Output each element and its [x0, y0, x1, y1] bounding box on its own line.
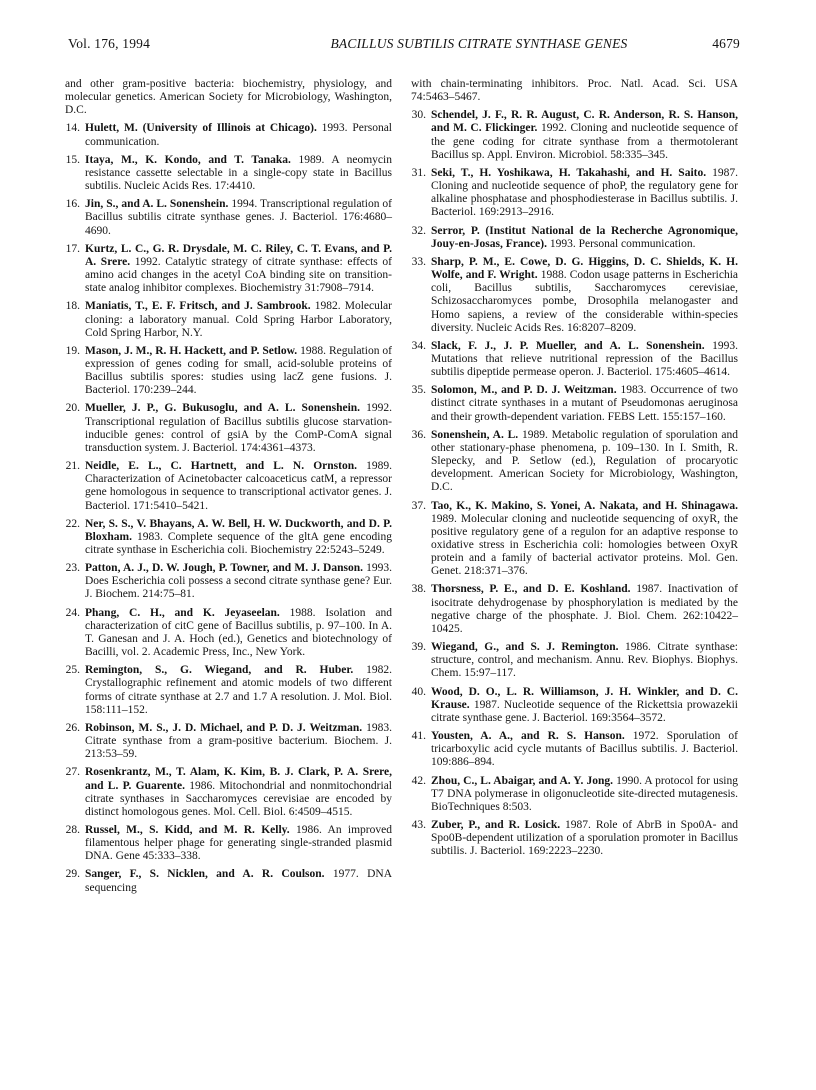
reference-details: 1986. Mitochondrial and nonmitochondrial citrate synthases in Saccharomyces cerevisiae are encoded by distinct homologous genes. Mol. Cell. Biol. 6:4509–4515.: [85, 779, 392, 818]
reference-authors: Slack, F. J., J. P. Mueller, and A. L. Sonenshein.: [431, 339, 705, 352]
reference-number: 20.: [65, 402, 80, 415]
reference-continuation-text: with chain-terminating inhibitors. Proc. Natl. Acad. Sci. USA 74:5463–5467.: [411, 78, 738, 104]
reference-details: 1983. Occurrence of two distinct citrate synthases in a mutant of Pseudomonas aeruginosa and their growth-dependent variation. FEBS Lett. 155:157–160.: [431, 384, 738, 423]
reference-body: [431, 641, 738, 680]
reference-body: [431, 583, 738, 636]
reference-entry: [65, 607, 392, 660]
reference-body: [85, 122, 392, 148]
reference-authors: Ner, S. S., V. Bhayans, A. W. Bell, H. W. Duckworth, and D. P. Bloxham.: [85, 517, 392, 543]
reference-details: 1986. An improved filamentous helper phage for generating single-stranded plasmid DNA. Gene 45:333–338.: [85, 823, 392, 863]
reference-details: 1990. A protocol for using T7 DNA polymerase in oligonucleotide site-directed mutagenesis. BioTechniques 8:503.: [431, 774, 738, 813]
reference-authors: Remington, S., G. Wiegand, and R. Huber.: [85, 664, 354, 677]
reference-body: [85, 868, 392, 894]
reference-number: 32.: [411, 224, 426, 237]
reference-entry: [65, 562, 392, 601]
reference-authors: Maniatis, T., E. F. Fritsch, and J. Sambrook.: [85, 300, 311, 313]
reference-body: [85, 562, 392, 601]
reference-body: [431, 340, 738, 379]
reference-entry: [411, 167, 738, 220]
reference-entry: [65, 766, 392, 819]
reference-entry: [65, 824, 392, 863]
reference-number: 41.: [411, 730, 426, 743]
reference-number: 35.: [411, 384, 426, 397]
reference-continuation: [411, 78, 738, 104]
reference-authors: Neidle, E. L., C. Hartnett, and L. N. Ornston.: [85, 460, 357, 473]
reference-authors: Solomon, M., and P. D. J. Weitzman.: [431, 384, 617, 397]
reference-authors: Robinson, M. S., J. D. Michael, and P. D. J. Weitzman.: [85, 721, 363, 734]
reference-number: 30.: [411, 109, 426, 122]
reference-entry: [65, 460, 392, 513]
reference-body: [85, 300, 392, 339]
reference-entry: [65, 518, 392, 557]
reference-body: [85, 607, 392, 660]
reference-number: 25.: [65, 664, 80, 677]
reference-body: [85, 154, 392, 193]
reference-details: 1988. Regulation of expression of genes coding for small, acid-soluble proteins of Bacillus subtilis spores: studies using lacZ gene fusions. J. Bacteriol. 170:239–244.: [85, 344, 392, 397]
reference-body: [85, 824, 392, 863]
reference-number: 37.: [411, 499, 426, 512]
reference-entry: [65, 345, 392, 398]
volume-label: Vol. 176, 1994: [68, 36, 151, 51]
reference-entry: [411, 730, 738, 769]
reference-details: 1989. Metabolic regulation of sporulation and other stationary-phase phenomena, p. 109–130. In I. Smith, R. Slepecky, and P. Setlow (ed.), Regulation of procaryotic development. American Society for Microbiology, Washington, D.C.: [431, 428, 738, 494]
reference-body: [431, 225, 738, 251]
reference-authors: Hulett, M. (University of Illinois at Chicago).: [85, 122, 317, 135]
reference-authors: Zhou, C., L. Abaigar, and A. Y. Jong.: [431, 774, 614, 787]
reference-number: 23.: [65, 562, 80, 575]
reference-entry: [411, 819, 738, 858]
reference-details: 1987. Cloning and nucleotide sequence of phoP, the regulatory gene for alkaline phosphatase and phosphodiesterase in Bacillus subtilis. J. Bacteriol. 169:2913–2916.: [431, 166, 738, 219]
reference-number: 28.: [65, 823, 80, 836]
reference-number: 27.: [65, 766, 80, 779]
reference-details: 1972. Sporulation of tricarboxylic acid cycle mutants of Bacillus subtilis. J. Bacteriol. 109:886–894.: [431, 730, 738, 769]
reference-number: 24.: [65, 606, 80, 619]
reference-number: 29.: [65, 868, 80, 881]
reference-details: 1992. Transcriptional regulation of Bacillus subtilis glucose starvation-inducible genes: control of gsiA by the ComP-ComA signal transduction system. J. Bacteriol. 174:4361–4373.: [85, 402, 392, 454]
reference-number: 16.: [65, 198, 80, 211]
reference-details: 1989. A neomycin resistance cassette selectable in a single-copy state in Bacillus subtilis. Nucleic Acids Res. 17:4410.: [85, 153, 392, 193]
reference-authors: Russel, M., S. Kidd, and M. R. Kelly.: [85, 823, 290, 836]
reference-number: 31.: [411, 166, 426, 179]
reference-continuation: [65, 78, 392, 117]
reference-number: 17.: [65, 242, 80, 255]
reference-authors: Mason, J. M., R. H. Hackett, and P. Setlow.: [85, 344, 298, 357]
reference-number: 33.: [411, 255, 426, 268]
reference-body: [431, 500, 738, 579]
reference-authors: Schendel, J. F., R. R. August, C. R. Anderson, R. S. Hanson, and M. C. Flickinger.: [431, 109, 738, 135]
reference-number: 15.: [65, 153, 80, 166]
reference-body: [85, 518, 392, 557]
reference-entry: [65, 722, 392, 761]
reference-authors: Kurtz, L. C., G. R. Drysdale, M. C. Riley, C. T. Evans, and P. A. Srere.: [85, 242, 392, 268]
reference-details: 1983. Citrate synthase from a gram-positive bacterium. Biochem. J. 213:53–59.: [85, 721, 393, 761]
reference-authors: Wiegand, G., and S. J. Remington.: [431, 641, 619, 654]
running-header: [68, 36, 740, 56]
reference-entry: [411, 429, 738, 495]
reference-number: 14.: [65, 122, 80, 135]
reference-body: [85, 722, 392, 761]
reference-entry: [411, 256, 738, 335]
reference-details: 1983. Complete sequence of the gltA gene encoding citrate synthase in Escherichia coli. Biochemistry 22:5243–5249.: [85, 530, 392, 556]
reference-authors: Patton, A. J., D. W. Jough, P. Towner, and M. J. Danson.: [85, 562, 363, 575]
reference-authors: Tao, K., K. Makino, S. Yonei, A. Nakata, and H. Shinagawa.: [431, 499, 738, 512]
reference-authors: Itaya, M., K. Kondo, and T. Tanaka.: [85, 153, 291, 166]
reference-authors: Sonenshein, A. L.: [431, 428, 519, 441]
reference-entry: [65, 402, 392, 455]
reference-authors: Jin, S., and A. L. Sonenshein.: [85, 198, 229, 211]
reference-details: 1993. Personal communication.: [546, 237, 696, 250]
reference-entry: [411, 775, 738, 814]
reference-details: 1993. Mutations that relieve nutritional repression of the Bacillus subtilis dipeptide permease operon. J. Bacteriol. 175:4605–4614.: [431, 339, 739, 379]
reference-number: 39.: [411, 641, 426, 654]
reference-body: [431, 819, 738, 858]
reference-authors: Mueller, J. P., G. Bukusoglu, and A. L. Sonenshein.: [85, 402, 361, 415]
reference-authors: Sanger, F., S. Nicklen, and A. R. Coulson.: [85, 868, 325, 881]
reference-authors: Wood, D. O., L. R. Williamson, J. H. Winkler, and D. C. Krause.: [431, 685, 738, 711]
reference-details: 1989. Molecular cloning and nucleotide sequencing of oxyR, the positive regulatory gene of a regulon for an adaptive response to oxidative stress in Escherichia coli: homologies between OxyR protein and a family of bacterial activator proteins. Mol. Gen. Genet. 218:371–376.: [431, 512, 738, 578]
reference-authors: Thorsness, P. E., and D. E. Koshland.: [431, 583, 631, 596]
reference-entry: [411, 384, 738, 423]
reference-body: [431, 256, 738, 335]
reference-authors: Seki, T., H. Yoshikawa, H. Takahashi, and H. Saito.: [431, 166, 707, 179]
reference-entry: [411, 500, 738, 579]
reference-body: [85, 766, 392, 819]
reference-authors: Zuber, P., and R. Losick.: [431, 818, 561, 831]
reference-authors: Serror, P. (Institut National de la Recherche Agronomique, Jouy-en-Josas, France).: [431, 224, 738, 250]
reference-authors: Sharp, P. M., E. Cowe, D. G. Higgins, D. C. Shields, K. H. Wolfe, and F. Wright.: [431, 255, 738, 282]
reference-entry: [65, 198, 392, 237]
reference-entry: [65, 664, 392, 717]
reference-body: [85, 402, 392, 455]
reference-entry: [411, 225, 738, 251]
reference-details: 1992. Catalytic strategy of citrate synthase: effects of amino acid changes in the acetyl CoA binding site on transition-state analog inhibitor complexes. Biochemistry 31:7908–7914.: [85, 255, 392, 295]
reference-number: 34.: [411, 339, 426, 352]
reference-details: 1988. Codon usage patterns in Escherichia coli, Bacillus subtilis, Saccharomyces cerevisiae, Schizosaccharomyces pombe, Drosophila melanogaster and Homo sapiens, a review of the considerable within-species diversity. Nucleic Acids Res. 16:8207–8209.: [431, 269, 738, 334]
reference-number: 26.: [65, 721, 80, 734]
left-reference-column: [65, 78, 392, 900]
reference-authors: Rosenkrantz, M., T. Alam, K. Kim, B. J. Clark, P. A. Srere, and L. P. Guarente.: [85, 766, 392, 792]
reference-continuation-text: and other gram-positive bacteria: biochemistry, physiology, and molecular genetics. American Society for Microbiology, Washington, D.C.: [65, 78, 392, 117]
reference-body: [431, 730, 738, 769]
reference-details: 1987. Role of AbrB in Spo0A- and Spo0B-dependent utilization of a sporulation promoter in Bacillus subtilis. J. Bacteriol. 169:2223–2230.: [431, 818, 738, 858]
reference-details: 1992. Cloning and nucleotide sequence of the gene coding for citrate synthase from a thermotolerant Bacillus sp. Appl. Environ. Microbiol. 58:335–345.: [431, 122, 738, 161]
reference-entry: [411, 686, 738, 725]
reference-body: [85, 460, 392, 513]
reference-number: 42.: [411, 774, 426, 787]
reference-number: 22.: [65, 517, 80, 530]
reference-entry: [411, 340, 738, 379]
reference-body: [431, 384, 738, 423]
reference-entry: [411, 109, 738, 162]
reference-details: 1989. Characterization of Acinetobacter calcoaceticus catM, a repressor gene homologous in sequence to transcriptional activator genes. J. Bacteriol. 171:5410–5421.: [85, 460, 392, 512]
right-reference-column: [411, 78, 738, 863]
reference-body: [431, 109, 738, 162]
reference-entry: [65, 868, 392, 894]
reference-details: 1977. DNA sequencing: [85, 868, 392, 894]
reference-body: [85, 345, 392, 398]
reference-entry: [65, 243, 392, 296]
reference-details: 1982. Crystallographic refinement and atomic models of two different forms of citrate synthase at 2.7 and 1.7 A resolution. J. Mol. Biol. 158:111–152.: [85, 664, 393, 716]
reference-number: 36.: [411, 428, 426, 441]
reference-body: [431, 429, 738, 495]
reference-authors: Yousten, A. A., and R. S. Hanson.: [431, 730, 625, 743]
reference-body: [85, 664, 392, 717]
reference-number: 40.: [411, 685, 426, 698]
reference-details: 1988. Isolation and characterization of citC gene of Bacillus subtilis, p. 97–100. In A. T. Ganesan and J. A. Hoch (ed.), Genetics and biotechnology of Bacilli, vol. 2. Academic Press, Inc., New York.: [85, 606, 392, 659]
reference-entry: [411, 641, 738, 680]
reference-details: 1987. Nucleotide sequence of the Rickettsia prowazekii citrate synthase gene. J. Bacteriol. 169:3564–3572.: [431, 698, 738, 724]
reference-body: [85, 243, 392, 296]
reference-entry: [65, 154, 392, 193]
reference-number: 19.: [65, 344, 80, 357]
reference-authors: Phang, C. H., and K. Jeyaseelan.: [85, 606, 280, 619]
reference-number: 38.: [411, 583, 426, 596]
reference-details: 1993. Personal communication.: [85, 122, 392, 148]
reference-number: 18.: [65, 300, 80, 313]
reference-body: [431, 686, 738, 725]
reference-entry: [411, 583, 738, 636]
reference-body: [85, 198, 392, 237]
reference-details: 1987. Inactivation of isocitrate dehydrogenase by phosphorylation is mediated by the negative charge of the phosphate. J. Biol. Chem. 262:10422–10425.: [431, 583, 738, 635]
reference-number: 21.: [65, 460, 80, 473]
reference-details: 1994. Transcriptional regulation of Bacillus subtilis citrate synthase genes. J. Bacteriol. 176:4680–4690.: [85, 198, 393, 237]
reference-entry: [65, 300, 392, 339]
reference-number: 43.: [411, 818, 426, 831]
running-title: BACILLUS SUBTILIS CITRATE SYNTHASE GENES: [330, 36, 628, 51]
reference-details: 1982. Molecular cloning: a laboratory manual. Cold Spring Harbor Laboratory, Cold Spring Harbor, N.Y.: [85, 300, 392, 339]
reference-details: 1986. Citrate synthase: structure, control, and mechanism. Annu. Rev. Biophys. Biophys. Chem. 15:97–117.: [431, 641, 738, 680]
reference-details: 1993. Does Escherichia coli possess a second citrate synthase gene? Eur. J. Biochem. 214:75–81.: [85, 562, 393, 601]
reference-body: [431, 167, 738, 220]
reference-body: [431, 775, 738, 814]
reference-entry: [65, 122, 392, 148]
page-number: 4679: [712, 36, 740, 51]
